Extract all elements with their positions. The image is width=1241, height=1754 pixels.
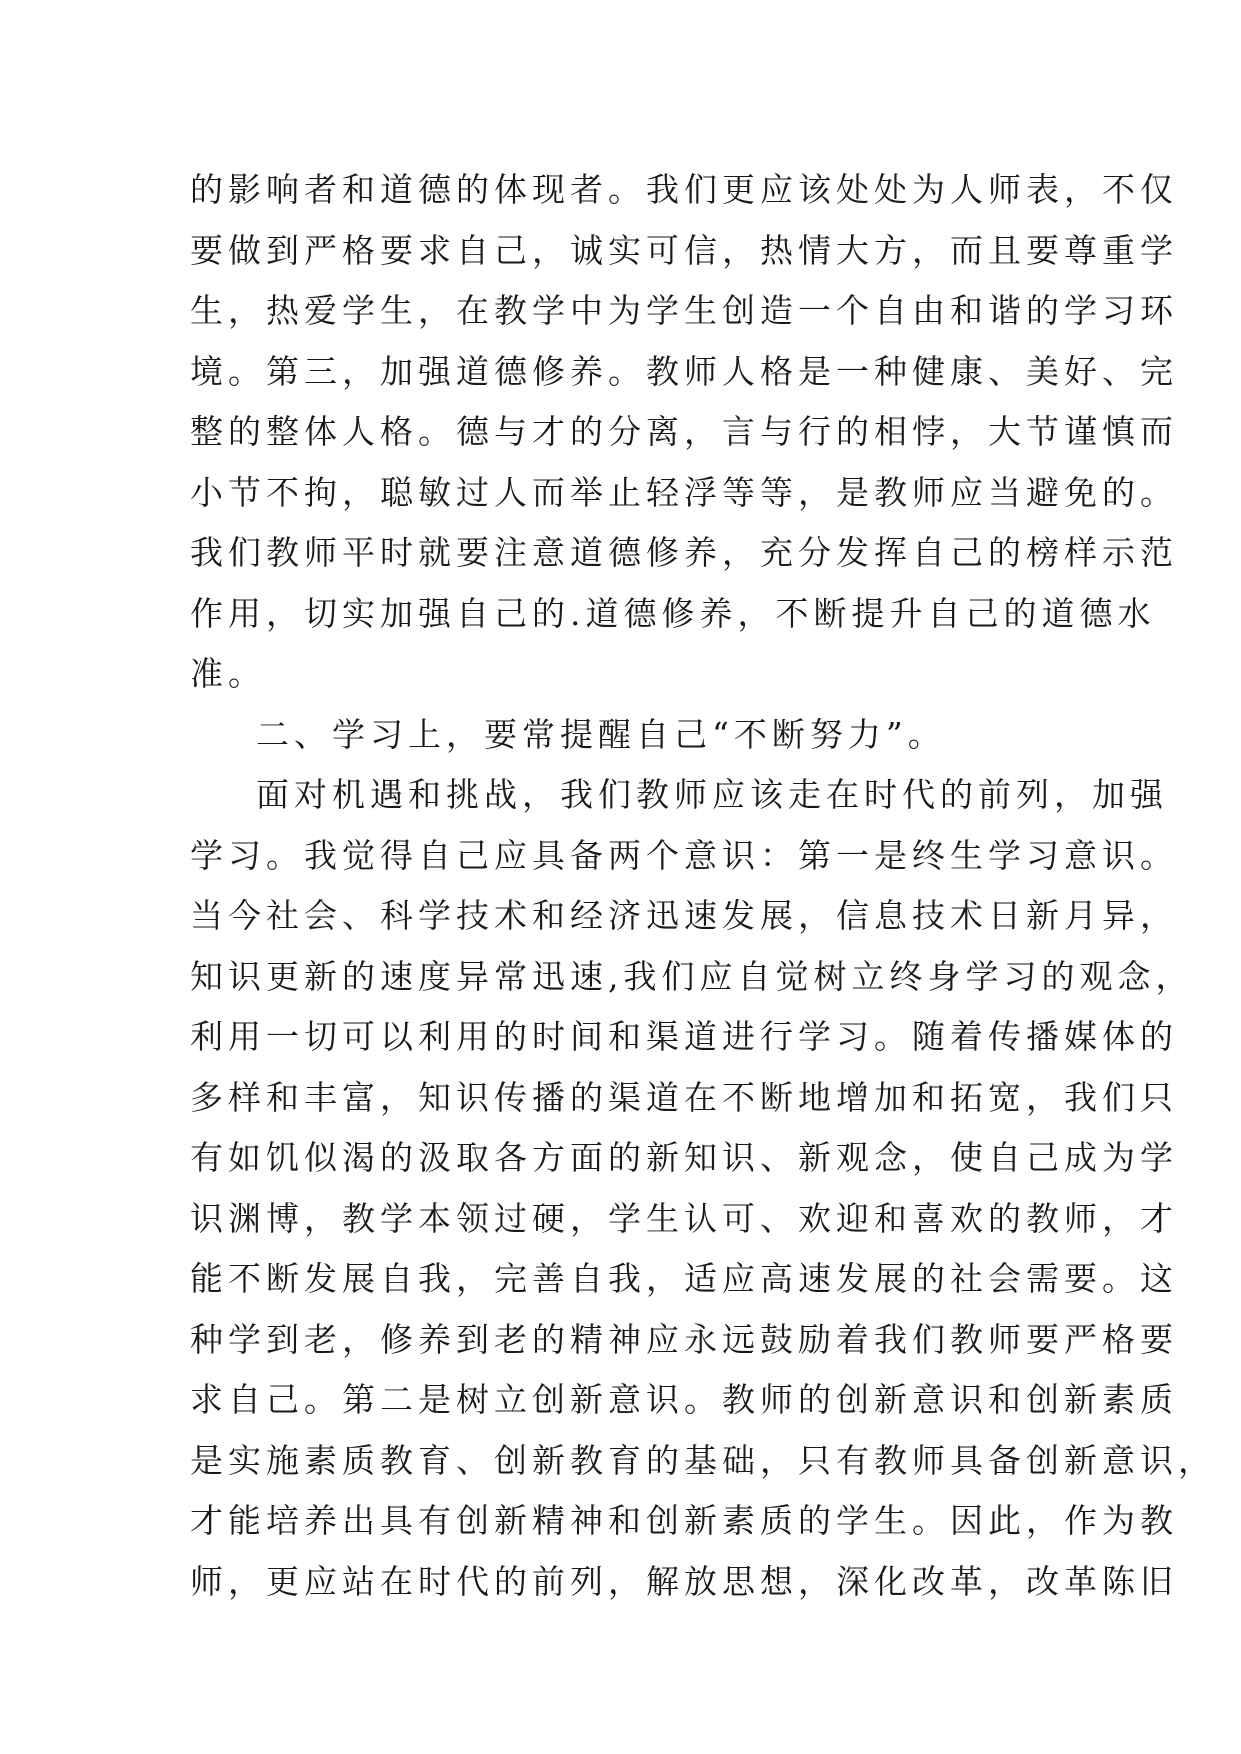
text-line: 种学到老，修养到老的精神应永远鼓励着我们教师要严格要	[190, 1319, 1178, 1359]
text-line: 当今社会、科学技术和经济迅速发展，信息技术日新月异，	[190, 896, 1178, 935]
text-line: 才能培养出具有创新精神和创新素质的学生。因此，作为教	[190, 1501, 1178, 1540]
text-line: 生，热爱学生，在教学中为学生创造一个自由和谐的学习环	[190, 291, 1178, 330]
text-line: 我们教师平时就要注意道德修养，充分发挥自己的榜样示范	[190, 533, 1178, 572]
text-line: 境。第三，加强道德修养。教师人格是一种健康、美好、完	[190, 351, 1178, 391]
text-line: 识渊博，教学本领过硬，学生认可、欢迎和喜欢的教师，才	[190, 1198, 1178, 1238]
text-line: 求自己。第二是树立创新意识。教师的创新意识和创新素质	[190, 1380, 1178, 1419]
text-line: 要做到严格要求自己，诚实可信，热情大方，而且要尊重学	[190, 230, 1178, 270]
section-heading: 二、学习上，要常提醒自己“不断努力”。	[256, 714, 946, 754]
text-line: 准。	[190, 654, 266, 693]
text-line: 多样和丰富，知识传播的渠道在不断地增加和拓宽，我们只	[190, 1077, 1178, 1117]
text-line: 能不断发展自我，完善自我，适应高速发展的社会需要。这	[190, 1259, 1178, 1298]
text-line: 有如饥似渴的汲取各方面的新知识、新观念，使自己成为学	[190, 1138, 1178, 1177]
paragraph-start-line: 面对机遇和挑战，我们教师应该走在时代的前列，加强	[256, 775, 1168, 814]
text-line: 小节不拘，聪敏过人而举止轻浮等等，是教师应当避免的。	[190, 472, 1178, 512]
text-line: 利用一切可以利用的时间和渠道进行学习。随着传播媒体的	[190, 1017, 1178, 1056]
document-body	[190, 160, 1216, 1612]
text-line: 师，更应站在时代的前列，解放思想，深化改革，改革陈旧	[190, 1561, 1178, 1601]
text-line: 的影响者和道德的体现者。我们更应该处处为人师表，不仅	[190, 170, 1178, 209]
text-line: 是实施素质教育、创新教育的基础，只有教师具备创新意识，	[190, 1440, 1216, 1480]
text-line: 知识更新的速度异常迅速,我们应自觉树立终身学习的观念，	[190, 956, 1194, 996]
text-line: 整的整体人格。德与才的分离，言与行的相悖，大节谨慎而	[190, 412, 1178, 451]
text-line: 学习。我觉得自己应具备两个意识：第一是终生学习意识。	[190, 835, 1178, 875]
text-line: 作用，切实加强自己的.道德修养，不断提升自己的道德水	[190, 593, 1156, 633]
